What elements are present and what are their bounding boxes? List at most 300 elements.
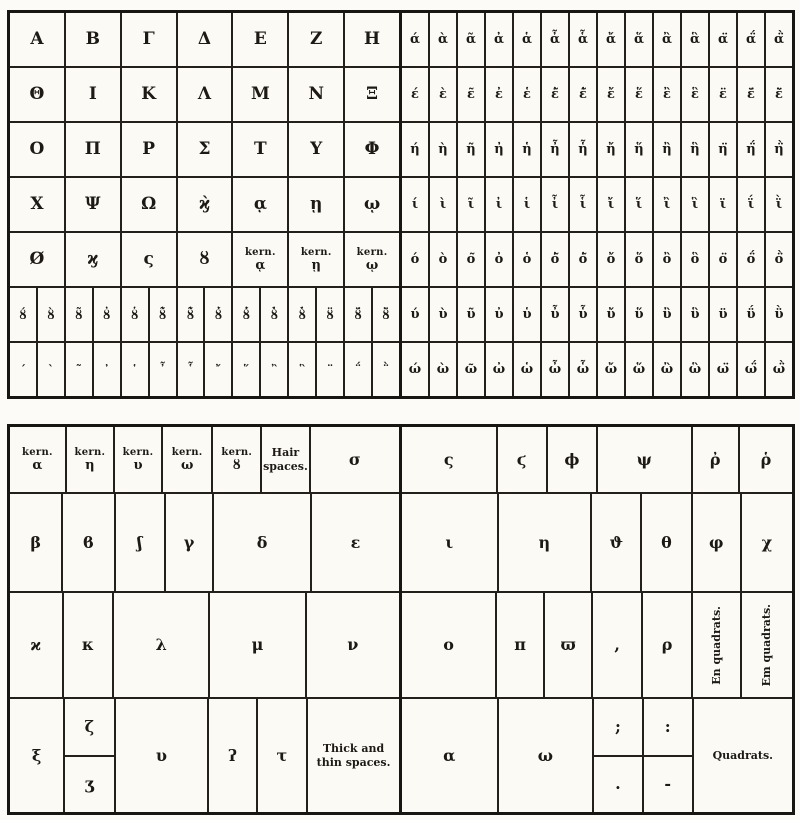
- sort-glyph: Φ: [364, 139, 380, 159]
- case-box: [402, 288, 428, 341]
- case-box: [64, 68, 120, 121]
- sort-glyph: ,: [614, 635, 620, 655]
- sort-glyph: ὁ̃: [578, 252, 588, 267]
- case-box: [708, 288, 736, 341]
- punct-box: [644, 755, 692, 812]
- kern-label: kern.: [74, 446, 106, 458]
- sort-glyph: ῥ: [760, 449, 772, 469]
- sort-glyph: ȣ: [199, 249, 210, 269]
- sort-glyph: ϗ̀: [198, 194, 211, 214]
- sort-glyph: ΐ: [747, 197, 755, 212]
- case-box: [596, 13, 624, 66]
- case-box: [484, 13, 512, 66]
- case-box: [708, 13, 736, 66]
- sort-glyph: ὶ: [439, 197, 447, 212]
- sort-glyph: Γ: [142, 29, 155, 49]
- sort-glyph: ἶ: [551, 197, 559, 212]
- sort-glyph: Σ: [198, 139, 211, 159]
- case-box: [456, 233, 484, 286]
- case-box: [114, 494, 164, 591]
- case-box: [176, 68, 232, 121]
- sort-glyph: ϗ: [87, 249, 99, 269]
- case-box: [148, 343, 176, 396]
- kern-alpha-box: [10, 427, 65, 492]
- case-box: [402, 13, 428, 66]
- case-box: [287, 123, 343, 176]
- sort-glyph: Λ: [197, 84, 212, 104]
- sort-glyph: ὲ: [439, 87, 447, 102]
- sort-glyph: ὁ: [522, 252, 532, 267]
- sort-glyph: ὑ: [522, 307, 532, 322]
- sort-glyph: τ: [276, 745, 288, 765]
- case-box: [624, 13, 652, 66]
- case-box: [176, 123, 232, 176]
- kern-omega-box: [161, 427, 211, 492]
- case-box: [402, 427, 496, 492]
- sort-glyph: σ: [348, 449, 361, 469]
- case-box: [259, 343, 287, 396]
- sort-glyph: α̈: [717, 32, 728, 47]
- sort-glyph: ῞: [243, 362, 250, 377]
- zeta-split-box: [63, 699, 113, 812]
- case-box: [652, 13, 680, 66]
- case-box: [343, 288, 371, 341]
- sort-glyph: ἧ: [578, 142, 588, 157]
- lower-case-right-pane: [402, 427, 792, 812]
- sort-glyph: ω̈̀: [772, 362, 786, 377]
- case-box: [120, 123, 176, 176]
- kern-upsilon-box: [113, 427, 161, 492]
- case-box: [402, 233, 428, 286]
- punct-box: [594, 755, 642, 812]
- case-box: [231, 13, 287, 66]
- sort-glyph: ϐ: [83, 532, 94, 552]
- case-box: [203, 288, 231, 341]
- case-box: [62, 593, 113, 698]
- sort-glyph: Α: [30, 29, 44, 49]
- case-box: [652, 68, 680, 121]
- case-row: [10, 341, 399, 396]
- sort-glyph: ȣ̈́: [354, 307, 362, 322]
- sort-glyph: ἴ: [607, 197, 615, 212]
- sort-glyph: ο̈̀: [774, 252, 784, 267]
- case-box: [596, 427, 691, 492]
- sort-glyph: ο̈́: [746, 252, 756, 267]
- sort-glyph: ῢ: [774, 307, 784, 322]
- sort-glyph: ς: [143, 249, 154, 269]
- case-box: [596, 123, 624, 176]
- case-row: [402, 121, 792, 176]
- kern-label: kern.: [171, 446, 203, 458]
- case-box: [64, 288, 92, 341]
- sort-glyph: ἃ: [689, 32, 700, 47]
- case-box: [736, 68, 764, 121]
- case-box: [212, 494, 310, 591]
- case-box: [624, 343, 652, 396]
- sort-glyph: Κ: [141, 84, 157, 104]
- sort-glyph: ὰ: [437, 32, 448, 47]
- sort-glyph: ϋ: [718, 307, 728, 322]
- case-box: [456, 13, 484, 66]
- sort-glyph: α: [32, 458, 43, 474]
- case-box: [287, 68, 343, 121]
- case-row: [10, 286, 399, 341]
- hair-spaces-box: [260, 427, 308, 492]
- sort-glyph: Ø: [29, 249, 45, 269]
- sort-glyph: ὔ: [606, 307, 616, 322]
- case-box: [512, 68, 540, 121]
- sort-glyph: η: [85, 458, 95, 474]
- sort-glyph: ἡ: [522, 142, 532, 157]
- case-row: [10, 176, 399, 231]
- sort-glyph: ύ: [410, 307, 420, 322]
- case-box: [64, 178, 120, 231]
- upper-case-table: [7, 10, 795, 399]
- sort-glyph: `: [47, 362, 54, 377]
- sort-glyph: ς: [443, 449, 454, 469]
- sort-glyph: μ: [251, 635, 264, 655]
- case-box: [512, 178, 540, 231]
- case-box: [540, 123, 568, 176]
- sort-glyph: ὢ: [660, 362, 674, 377]
- sort-glyph: α̈́: [745, 32, 756, 47]
- sort-glyph: ψ: [636, 449, 652, 469]
- case-box: [456, 288, 484, 341]
- sort-glyph: ΰ: [746, 307, 756, 322]
- sort-glyph: Ι: [88, 84, 97, 104]
- sort-glyph: ὴ: [438, 142, 448, 157]
- sort-glyph: ΅: [355, 362, 362, 377]
- sort-glyph: ᾳ: [253, 194, 267, 214]
- sort-glyph: ἒ: [663, 87, 671, 102]
- case-box: [736, 233, 764, 286]
- case-box: [680, 123, 708, 176]
- case-box: [310, 494, 399, 591]
- case-row: [10, 66, 399, 121]
- kern-omega-iota-box: [343, 233, 399, 286]
- sort-glyph: ὦ: [548, 362, 562, 377]
- sort-glyph: Τ: [254, 139, 267, 159]
- case-box: [64, 123, 120, 176]
- sort-glyph: χ: [761, 532, 773, 552]
- sort-glyph: ε̃: [467, 87, 475, 102]
- quadrats-box: [692, 699, 792, 812]
- case-box: [540, 68, 568, 121]
- case-row: [402, 591, 792, 698]
- case-box: [680, 233, 708, 286]
- case-box: [680, 13, 708, 66]
- case-box: [120, 343, 148, 396]
- case-box: [568, 13, 596, 66]
- case-box: [484, 288, 512, 341]
- sort-glyph: ὧ: [576, 362, 590, 377]
- sort-glyph: ϖ: [560, 635, 576, 655]
- sort-glyph: ὀ̃: [550, 252, 560, 267]
- case-box: [764, 13, 792, 66]
- case-box: [640, 494, 690, 591]
- case-box: [343, 123, 399, 176]
- case-box: [231, 288, 259, 341]
- case-box: [568, 178, 596, 231]
- en-quadrats-box: [691, 593, 740, 698]
- case-box: [568, 288, 596, 341]
- thick-thin-spaces-box: [306, 699, 399, 812]
- sort-glyph: ί: [411, 197, 419, 212]
- sort-glyph: Ξ: [366, 84, 379, 104]
- case-box: [596, 233, 624, 286]
- sort-glyph: ȣ̈: [326, 307, 334, 322]
- case-box: [484, 233, 512, 286]
- sort-glyph: δ: [256, 532, 268, 552]
- case-box: [736, 178, 764, 231]
- sort-glyph: ᾶ: [465, 32, 476, 47]
- sort-glyph: υ: [155, 745, 167, 765]
- case-box: [120, 178, 176, 231]
- case-box: [596, 288, 624, 341]
- case-box: [540, 233, 568, 286]
- case-box: [428, 123, 456, 176]
- case-box: [456, 68, 484, 121]
- punct-box: [644, 699, 692, 754]
- case-box: [10, 343, 36, 396]
- case-box: [591, 593, 641, 698]
- case-box: [428, 288, 456, 341]
- case-box: [402, 123, 428, 176]
- case-box: [176, 288, 204, 341]
- sort-glyph: ἤ: [606, 142, 616, 157]
- case-row: [402, 176, 792, 231]
- case-box: [428, 68, 456, 121]
- sort-glyph: ȣ̔̃: [186, 307, 195, 322]
- sigma-box: [309, 427, 399, 492]
- case-box: [540, 288, 568, 341]
- sort-glyph: ʃ: [137, 532, 143, 552]
- points-grid-box: [592, 699, 691, 812]
- sort-glyph: φ: [708, 532, 724, 552]
- case-box: [652, 178, 680, 231]
- case-box: [708, 343, 736, 396]
- sort-glyph: υ: [133, 458, 143, 474]
- case-box: [371, 343, 399, 396]
- case-box: [36, 288, 64, 341]
- case-row: [402, 492, 792, 591]
- sort-glyph: Μ: [250, 84, 270, 104]
- case-box: [402, 699, 497, 812]
- case-box: [680, 343, 708, 396]
- sort-glyph: ἅ: [633, 32, 644, 47]
- lower-case-left-pane: [10, 427, 402, 812]
- case-box: [343, 178, 399, 231]
- sort-glyph: ϕ: [564, 449, 580, 469]
- kern-eta-iota-box: [287, 233, 343, 286]
- case-box: [64, 343, 92, 396]
- sort-glyph: ἳ: [691, 197, 699, 212]
- kern-alpha-iota-box: [231, 233, 287, 286]
- upper-case-accents-pane: [402, 13, 792, 396]
- case-box: [495, 593, 543, 698]
- case-box: [590, 494, 640, 591]
- case-box: [10, 13, 64, 66]
- sort-glyph: ὖ: [550, 307, 560, 322]
- case-box: [764, 178, 792, 231]
- case-box: [120, 288, 148, 341]
- sort-glyph: ῾: [131, 362, 138, 377]
- case-box: [176, 343, 204, 396]
- ou-sort-box: [176, 233, 232, 286]
- case-box: [512, 343, 540, 396]
- sort-glyph: ὡ: [520, 362, 534, 377]
- sort-glyph: ὄ: [606, 252, 616, 267]
- case-box: [512, 288, 540, 341]
- sort-glyph: Ο: [29, 139, 45, 159]
- sort-glyph: ῍: [271, 362, 278, 377]
- sort-glyph: π: [514, 635, 526, 655]
- sort-glyph: ἠ: [494, 142, 504, 157]
- sort-glyph: ἄ: [605, 32, 616, 47]
- case-box: [36, 343, 64, 396]
- case-box: [652, 343, 680, 396]
- sort-glyph: ἇ: [577, 32, 588, 47]
- case-box: [343, 13, 399, 66]
- sort-glyph: ε̈: [719, 87, 727, 102]
- case-row: [402, 66, 792, 121]
- hook-sort-box: [207, 699, 255, 812]
- case-row: [402, 427, 792, 492]
- sort-glyph: ὗ: [578, 307, 588, 322]
- sort-glyph: ȣ̓́: [214, 307, 223, 322]
- sort-glyph: ὥ: [632, 362, 646, 377]
- sort-glyph: ῝: [299, 362, 306, 377]
- sort-glyph: ἆ: [549, 32, 560, 47]
- sort-glyph: ἱ: [523, 197, 531, 212]
- sort-glyph: ω: [180, 458, 194, 474]
- sort-glyph: ἂ: [661, 32, 672, 47]
- case-box: [596, 178, 624, 231]
- case-box: [10, 593, 62, 698]
- case-box: [484, 68, 512, 121]
- case-box: [624, 288, 652, 341]
- sort-glyph: ό: [410, 252, 420, 267]
- case-row: [10, 121, 399, 176]
- case-row: [402, 697, 792, 812]
- case-box: [764, 68, 792, 121]
- sort-glyph: ο̈: [718, 252, 728, 267]
- sort-glyph: ῀: [75, 362, 82, 377]
- case-box: [287, 343, 315, 396]
- case-box: [456, 123, 484, 176]
- case-box: [65, 699, 113, 754]
- kern-label: kern.: [244, 246, 276, 258]
- sort-glyph: ȣ̔́: [242, 307, 251, 322]
- sort-glyph: ῳ: [365, 258, 379, 274]
- case-box: [10, 123, 64, 176]
- sort-glyph: ʔ: [228, 745, 237, 765]
- case-box: [708, 68, 736, 121]
- sort-glyph: ῟: [187, 362, 194, 377]
- case-box: [484, 123, 512, 176]
- sort-glyph: ν: [347, 635, 359, 655]
- sort-glyph: Ω: [141, 194, 157, 214]
- case-box: [10, 699, 63, 812]
- sort-glyph: ε̈́: [747, 87, 755, 102]
- sort-glyph: γ: [183, 532, 195, 552]
- sort-glyph: ȣ̓̃: [158, 307, 167, 322]
- sort-glyph: ἵ: [635, 197, 643, 212]
- sort-glyph: η: [538, 532, 551, 552]
- case-row: [10, 492, 399, 591]
- case-box: [497, 699, 593, 812]
- sort-glyph: ȣ̃: [75, 307, 83, 322]
- case-box: [624, 68, 652, 121]
- sort-glyph: ῏: [159, 362, 166, 377]
- case-box: [402, 593, 495, 698]
- case-box: [92, 343, 120, 396]
- case-box: [231, 178, 287, 231]
- sort-glyph: θ: [661, 532, 672, 552]
- sort-glyph: ά: [409, 32, 420, 47]
- case-box: [596, 68, 624, 121]
- case-box: [652, 123, 680, 176]
- sort-glyph: ἥ: [634, 142, 644, 157]
- case-box: [512, 13, 540, 66]
- sort-glyph: ϑ: [609, 532, 624, 552]
- case-box: [231, 343, 259, 396]
- sort-glyph: ἰ: [495, 197, 503, 212]
- box-label: Em quadrats.: [760, 603, 774, 687]
- sort-glyph: ὠ: [492, 362, 506, 377]
- sort-glyph: ´: [19, 362, 26, 377]
- sort-glyph: ἣ: [690, 142, 700, 157]
- case-box: [680, 68, 708, 121]
- case-box: [764, 343, 792, 396]
- sort-glyph: ȣ̀: [47, 307, 55, 322]
- case-box: [484, 178, 512, 231]
- case-box: [61, 494, 113, 591]
- case-box: [10, 68, 64, 121]
- sort-glyph: Π: [84, 139, 101, 159]
- sort-glyph: ἦ: [550, 142, 560, 157]
- case-box: [231, 123, 287, 176]
- case-box: [484, 343, 512, 396]
- lower-case-table: [7, 424, 795, 815]
- case-box: [428, 178, 456, 231]
- em-quadrats-box: [740, 593, 792, 698]
- sort-glyph: ω̈: [716, 362, 730, 377]
- sort-glyph: ῭: [382, 362, 389, 377]
- case-box: [164, 494, 212, 591]
- sort-glyph: ὃ: [690, 252, 700, 267]
- case-box: [546, 427, 596, 492]
- case-box: [120, 13, 176, 66]
- case-box: [540, 178, 568, 231]
- sort-glyph: ὐ: [494, 307, 504, 322]
- sort-glyph: :: [664, 717, 671, 737]
- case-box: [315, 288, 343, 341]
- sort-glyph: ¨: [327, 362, 334, 377]
- case-box: [708, 233, 736, 286]
- sort-glyph: -: [664, 774, 672, 794]
- sort-glyph: ȣ̈̀: [382, 307, 390, 322]
- case-box: [496, 427, 546, 492]
- sort-glyph: .: [615, 774, 621, 794]
- sort-glyph: ἑ: [523, 87, 531, 102]
- case-box: [691, 427, 738, 492]
- box-label: Thick and thin spaces.: [316, 741, 391, 769]
- sort-glyph: ρ: [661, 635, 673, 655]
- case-box: [402, 343, 428, 396]
- sort-glyph: Η: [364, 29, 381, 49]
- case-box: [371, 288, 399, 341]
